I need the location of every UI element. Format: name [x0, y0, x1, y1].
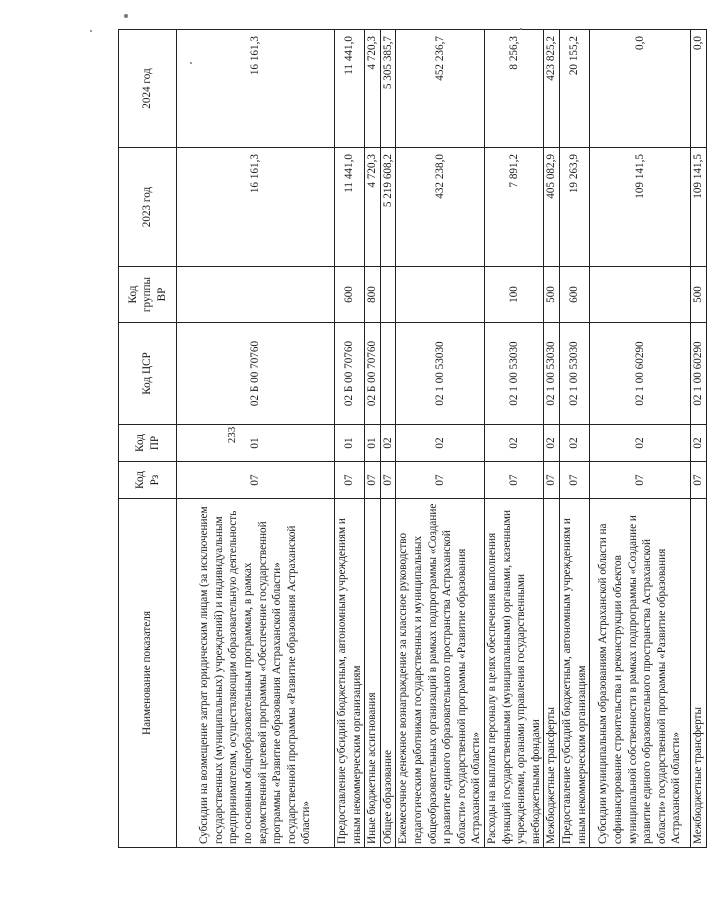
row-2023-cell: 5 219 608,2 [380, 148, 396, 267]
header-csr: Код ЦСР [119, 323, 177, 425]
row-pr-cell: 02 [484, 425, 543, 462]
row-rz-cell: 07 [559, 462, 589, 499]
row-name-cell: Субсидии на возмещение затрат юридическим лицам (за исключением государственных (муниципальных) учреждений) и индивидуальным предпринимателям, осуществляющим образовательную деятельность по основным общеобразовательным программам, в рамках ведомственной целевой программы «Обеспечение государственной программы «Развитие образования Астраханской области» государственной программы «Развитие образования Астраханской области» [177, 499, 335, 848]
table-row [544, 30, 560, 848]
row-rz-cell: 07 [590, 462, 691, 499]
row-vr-cell: 500 [691, 267, 707, 323]
row-pr-cell: 02 [559, 425, 589, 462]
row-csr-cell: 02 1 00 53030 [396, 323, 485, 425]
row-csr-cell: 02 1 00 60290 [590, 323, 691, 425]
row-name-cell: Межбюджетные трансферты [691, 499, 707, 848]
row-2024-cell: 452 236,7 [396, 30, 485, 148]
row-csr-cell: 02 1 00 60290 [691, 323, 707, 425]
row-vr-cell: 500 [544, 267, 560, 323]
row-pr-cell: 02 [380, 425, 396, 462]
row-csr-cell: 02 Б 00 70760 [365, 323, 381, 425]
table-row [559, 30, 589, 848]
scan-speck [190, 62, 192, 64]
table-body [177, 30, 707, 848]
row-2023-cell: 405 082,9 [544, 148, 560, 267]
row-pr-cell: 01 [365, 425, 381, 462]
table-row [365, 30, 381, 848]
row-pr-cell: 02 [396, 425, 485, 462]
row-vr-cell [590, 267, 691, 323]
row-rz-cell: 07 [396, 462, 485, 499]
row-2024-cell: 20 155,2 [559, 30, 589, 148]
row-2024-cell: 8 256,3 [484, 30, 543, 148]
row-vr-cell: 100 [484, 267, 543, 323]
header-rz: Код Рз [119, 462, 177, 499]
rotated-table-container [118, 30, 705, 848]
table-row [335, 30, 365, 848]
row-name-cell: Расходы на выплаты персоналу в целях обеспечения выполнения функций государственными (муниципальными) органами, казенными учреждениями, органами управления государственными внебюджетными фондами [484, 499, 543, 848]
row-rz-cell: 07 [380, 462, 396, 499]
row-2024-cell: 0,0 [691, 30, 707, 148]
header-pr: Код ПР [119, 425, 177, 462]
row-2024-cell: 4 720,3 [365, 30, 381, 148]
row-name-cell: Предоставление субсидий бюджетным, автономным учреждениям и иным некоммерческим организациям [559, 499, 589, 848]
page-number: 233 [226, 426, 238, 444]
row-vr-cell: 600 [559, 267, 589, 323]
table-row [380, 30, 396, 848]
row-name-cell: Субсидии муниципальным образованиям Астраханской области на софинансирование строительства и реконструкции объектов муниципальной собственности в рамках подпрограммы «Создание и развитие единого образовательного пространства Астраханской области» государственной программы «Развитие образования Астраханской области» [590, 499, 691, 848]
header-vr: Код группы ВР [119, 267, 177, 323]
row-rz-cell: 07 [544, 462, 560, 499]
table-row [484, 30, 543, 848]
row-2023-cell: 432 238,0 [396, 148, 485, 267]
budget-table [118, 29, 707, 848]
header-2024: 2024 год [119, 30, 177, 148]
row-2023-cell: 16 161,3 [177, 148, 335, 267]
row-pr-cell: 01 [177, 425, 335, 462]
row-2024-cell: 423 825,2 [544, 30, 560, 148]
row-name-cell: Иные бюджетные ассигнования [365, 499, 381, 848]
row-csr-cell: 02 Б 00 70760 [177, 323, 335, 425]
row-pr-cell: 01 [335, 425, 365, 462]
row-vr-cell: 800 [365, 267, 381, 323]
table-header-row [119, 30, 177, 848]
table-row [590, 30, 691, 848]
row-pr-cell: 02 [691, 425, 707, 462]
row-rz-cell: 07 [365, 462, 381, 499]
row-2024-cell: 5 305 385,7 [380, 30, 396, 148]
table-row [177, 30, 335, 848]
row-2023-cell: 109 141,5 [590, 148, 691, 267]
row-vr-cell [396, 267, 485, 323]
row-csr-cell: 02 Б 00 70760 [335, 323, 365, 425]
scan-speck [520, 28, 522, 30]
row-name-cell: Межбюджетные трансферты [544, 499, 560, 848]
table-row [396, 30, 485, 848]
row-2024-cell: 11 441,0 [335, 30, 365, 148]
row-2023-cell: 4 720,3 [365, 148, 381, 267]
row-name-cell: Общее образование [380, 499, 396, 848]
scan-speck [124, 14, 128, 18]
row-pr-cell: 02 [544, 425, 560, 462]
row-pr-cell: 02 [590, 425, 691, 462]
row-2024-cell: 16 161,3 [177, 30, 335, 148]
row-rz-cell: 07 [335, 462, 365, 499]
row-vr-cell [380, 267, 396, 323]
row-csr-cell: 02 1 00 53030 [559, 323, 589, 425]
header-2023: 2023 год [119, 148, 177, 267]
row-name-cell: Ежемесячное денежное вознаграждение за классное руководство педагогическим работникам государственных и муниципальных общеобразовательных организаций в рамках подпрограммы «Создание и развитие единого образовательного пространства Астраханской области» государственной программы «Развитие образования Астраханской области» [396, 499, 485, 848]
row-2023-cell: 19 263,9 [559, 148, 589, 267]
row-vr-cell: 600 [335, 267, 365, 323]
row-vr-cell [177, 267, 335, 323]
row-csr-cell [380, 323, 396, 425]
row-2023-cell: 109 141,5 [691, 148, 707, 267]
row-csr-cell: 02 1 00 53030 [544, 323, 560, 425]
row-2023-cell: 11 441,0 [335, 148, 365, 267]
row-rz-cell: 07 [691, 462, 707, 499]
row-name-cell: Предоставление субсидий бюджетным, автономным учреждениям и иным некоммерческим организациям [335, 499, 365, 848]
table-row [691, 30, 707, 848]
row-csr-cell: 02 1 00 53030 [484, 323, 543, 425]
header-name: Наименование показателя [119, 499, 177, 848]
scan-speck [90, 30, 92, 32]
row-rz-cell: 07 [177, 462, 335, 499]
row-2023-cell: 7 891,2 [484, 148, 543, 267]
row-2024-cell: 0,0 [590, 30, 691, 148]
row-rz-cell: 07 [484, 462, 543, 499]
